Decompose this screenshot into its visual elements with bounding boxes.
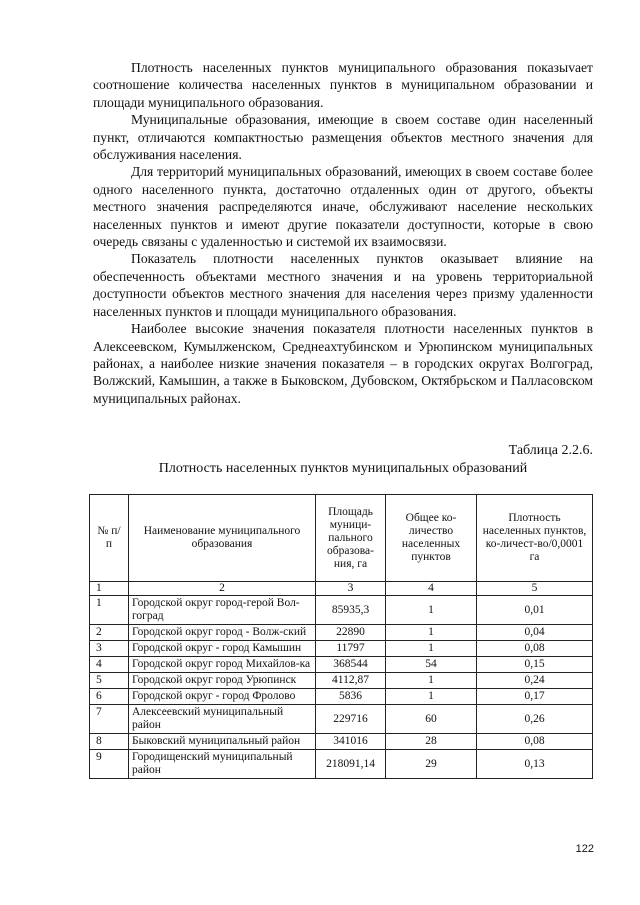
density-value: 0,13 — [477, 750, 593, 779]
area-value: 218091,14 — [316, 750, 386, 779]
table-row — [90, 734, 593, 750]
area-value: 229716 — [316, 705, 386, 734]
density-value: 0,04 — [477, 625, 593, 641]
density-value: 0,24 — [477, 673, 593, 689]
table-row — [90, 673, 593, 689]
row-index: 1 — [90, 596, 129, 625]
area-value: 368544 — [316, 657, 386, 673]
density-value: 0,26 — [477, 705, 593, 734]
header-density: Плотность населенных пунктов, ко-личест-во/0,0001 га — [477, 495, 593, 582]
paragraph-highest-lowest: Наиболее высокие значения показателя плотности населенных пунктов в Алексеевском, Кумылженском, Среднеахтубинском и Урюпинском муниципальных районах, а наиболее низкие значения показателя – в городских округах Волгоград, Волжский, Камышин, а также в Быковском, Дубовском, Октябрьском и Палласовском муниципальных районах. — [93, 321, 593, 406]
table-row — [90, 750, 593, 779]
municipality-name: Городской округ - город Камышин — [129, 641, 316, 657]
header-name: Наименование муниципального образования — [129, 495, 316, 582]
municipality-name: Быковский муниципальный район — [129, 734, 316, 750]
column-number: 3 — [316, 582, 386, 596]
density-value: 0,17 — [477, 689, 593, 705]
header-number: № п/ п — [90, 495, 129, 582]
row-index: 4 — [90, 657, 129, 673]
municipality-name: Алексеевский муниципальный район — [129, 705, 316, 734]
area-value: 11797 — [316, 641, 386, 657]
row-index: 8 — [90, 734, 129, 750]
municipality-name: Городской округ город-герой Вол-гоград — [129, 596, 316, 625]
row-index: 2 — [90, 625, 129, 641]
municipality-name: Городищенский муниципальный район — [129, 750, 316, 779]
table-header-row — [90, 495, 593, 582]
table-title: Плотность населенных пунктов муниципальных образований — [158, 461, 528, 476]
settlement-count: 60 — [386, 705, 477, 734]
paragraph-multiple-settlements: Для территорий муниципальных образований, имеющих в своем составе более одного населенного пункта, достаточно отдаленных один от другого, объекты местного значения распределяются иначе, обслуживают население нескольких населенных пунктов и имеют другие показатели доступности, которые в свою очередь связаны с удаленностью и системой их взаимосвязи. — [93, 164, 593, 250]
settlement-count: 29 — [386, 750, 477, 779]
table-number: Таблица 2.2.6. — [508, 443, 593, 458]
settlement-count: 1 — [386, 689, 477, 705]
column-numbers-row — [90, 582, 593, 596]
municipality-name: Городской округ город Михайлов-ка — [129, 657, 316, 673]
header-settlement-count: Общее ко-личество населенных пунктов — [386, 495, 477, 582]
density-value: 0,08 — [477, 641, 593, 657]
density-value: 0,01 — [477, 596, 593, 625]
paragraph-density-definition: Плотность населенных пунктов муниципального образования показыvает соотношение количества населенных пунктов в муниципальном образовании и площади муниципального образования. — [93, 60, 593, 110]
row-index: 3 — [90, 641, 129, 657]
table-row — [90, 641, 593, 657]
municipality-name: Городской округ город Урюпинск — [129, 673, 316, 689]
area-value: 5836 — [316, 689, 386, 705]
table-row — [90, 657, 593, 673]
area-value: 4112,87 — [316, 673, 386, 689]
settlement-count: 1 — [386, 641, 477, 657]
row-index: 5 — [90, 673, 129, 689]
density-value: 0,08 — [477, 734, 593, 750]
area-value: 85935,3 — [316, 596, 386, 625]
settlement-count: 28 — [386, 734, 477, 750]
settlement-count: 1 — [386, 673, 477, 689]
table-row — [90, 625, 593, 641]
paragraph-single-settlement: Муниципальные образования, имеющие в своем составе один населенный пункт, отличаются компактностью размещения объектов местного значения для обслуживания населения. — [93, 112, 593, 163]
area-value: 341016 — [316, 734, 386, 750]
municipality-name: Городской округ город - Волж-ский — [129, 625, 316, 641]
table-row — [90, 705, 593, 734]
density-value: 0,15 — [477, 657, 593, 673]
row-index: 9 — [90, 750, 129, 779]
column-number: 4 — [386, 582, 477, 596]
settlement-count: 1 — [386, 596, 477, 625]
density-table — [89, 494, 593, 779]
paragraph-indicator-influence: Показатель плотности населенных пунктов оказывает влияние на обеспеченность объектами местного значения и на уровень территориальной доступности объектов местного значения для населения через призму удаленности населенных пунктов и площади муниципального образования. — [93, 251, 593, 319]
header-area: Площадь муници-пального образова-ния, га — [316, 495, 386, 582]
row-index: 7 — [90, 705, 129, 734]
municipality-name: Городской округ - город Фролово — [129, 689, 316, 705]
settlement-count: 54 — [386, 657, 477, 673]
settlement-count: 1 — [386, 625, 477, 641]
row-index: 6 — [90, 689, 129, 705]
body-text — [93, 59, 593, 407]
page-number: 122 — [575, 843, 594, 855]
area-value: 22890 — [316, 625, 386, 641]
column-number: 2 — [129, 582, 316, 596]
column-number: 5 — [477, 582, 593, 596]
table-row — [90, 596, 593, 625]
column-number: 1 — [90, 582, 129, 596]
table-row — [90, 689, 593, 705]
